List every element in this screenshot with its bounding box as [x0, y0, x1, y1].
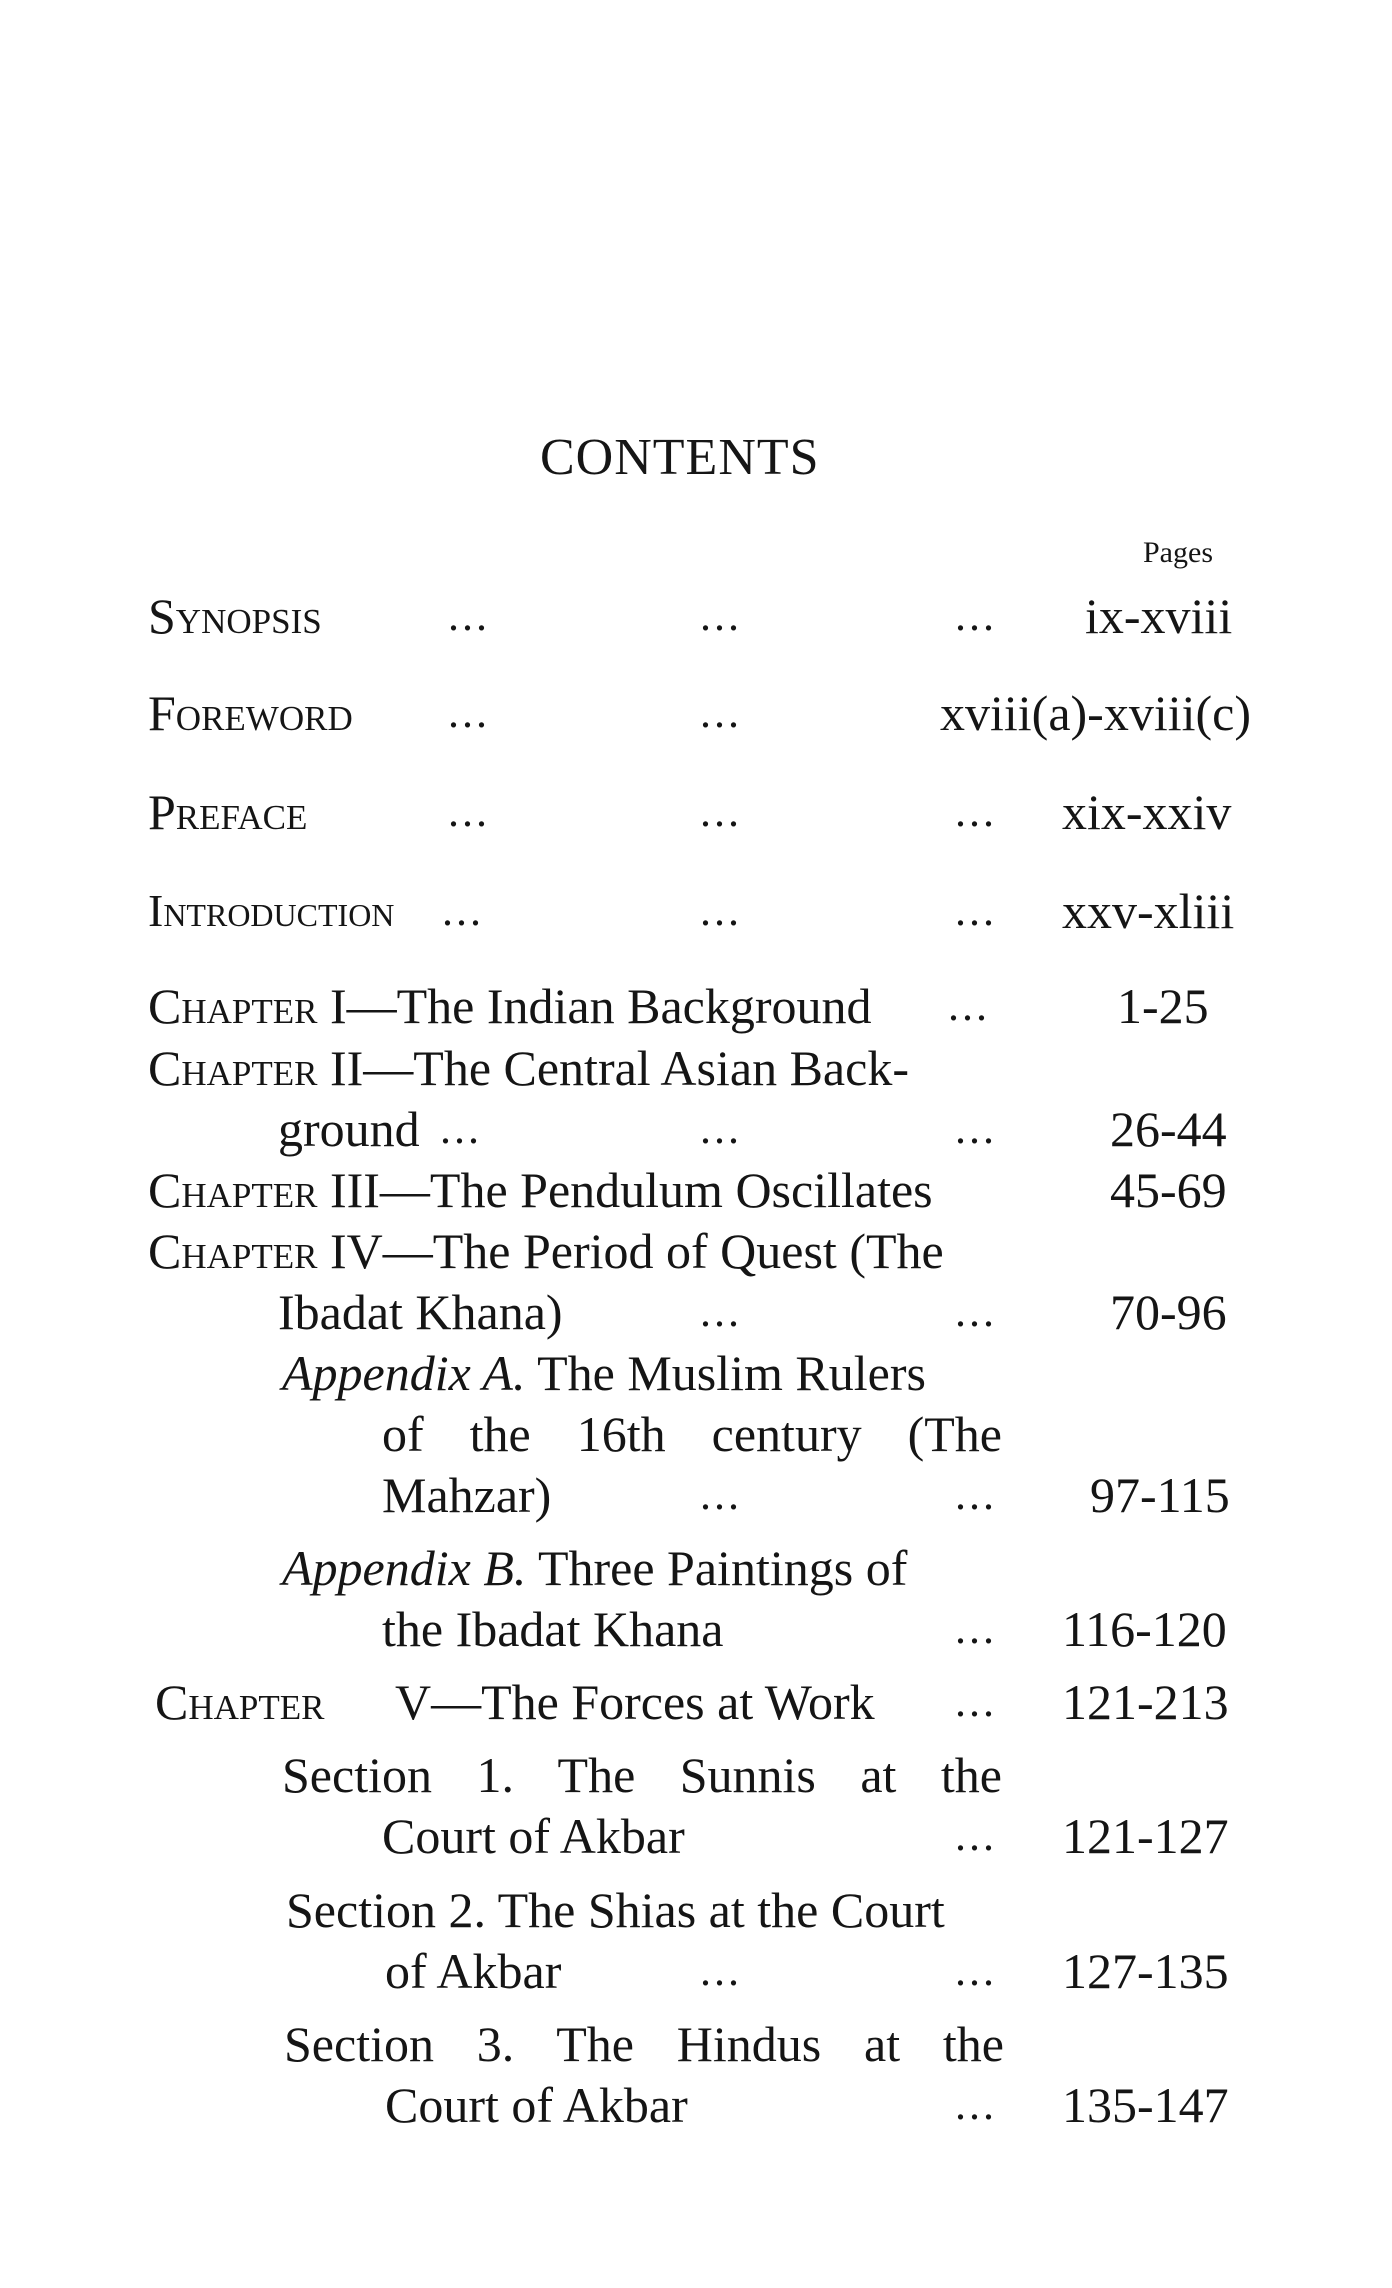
entry-chapter-4	[148, 1221, 944, 1281]
leader-dots: ...	[955, 591, 997, 640]
page-title: CONTENTS	[540, 429, 820, 486]
section-title-line-2: Court of Akbar	[382, 1808, 685, 1864]
leader-dots: ...	[955, 1677, 997, 1726]
appendix-title-line-3: Mahzar)	[382, 1467, 552, 1523]
leader-dots: ...	[448, 591, 490, 640]
entry-section-1-pages: 121-127	[1062, 1808, 1229, 1864]
entry-appendix-a	[282, 1343, 926, 1403]
appendix-title-line-1: Three Paintings of	[537, 1540, 908, 1596]
entry-chapter-3-pages: 45-69	[1110, 1162, 1227, 1218]
entry-introduction-pages: xxv-xliii	[1062, 883, 1235, 939]
entry-appendix-a-pages: 97-115	[1090, 1467, 1230, 1523]
chapter-title-line-2: ground	[278, 1101, 420, 1157]
entry-section-1	[282, 1745, 1002, 1805]
leader-dots: ...	[955, 1470, 997, 1519]
entry-foreword-title: Foreword	[148, 685, 353, 741]
chapter-title-line-1: IV—The Period of Quest (The	[329, 1223, 944, 1279]
chapter-title: I—The Indian Background	[329, 978, 872, 1034]
section-title-line-1: The Hindus at the	[556, 2016, 1004, 2072]
leader-dots: ...	[948, 981, 990, 1030]
leader-dots: ...	[955, 886, 997, 935]
chapter-title: V—The Forces at Work	[394, 1674, 875, 1730]
entry-chapter-2-pages: 26-44	[1110, 1101, 1227, 1157]
chapter-label: Chapter	[148, 1040, 318, 1096]
leader-dots: ...	[448, 787, 490, 836]
entry-chapter-2	[148, 1038, 909, 1098]
leader-dots: ...	[955, 1946, 997, 1995]
section-title-line-1: The Shias at the Court	[497, 1882, 945, 1938]
section-title-line-2: of Akbar	[385, 1943, 562, 1999]
chapter-label: Chapter	[148, 978, 318, 1034]
entry-section-3	[284, 2014, 1004, 2074]
entry-introduction-title: Introduction	[148, 885, 395, 936]
leader-dots: ...	[700, 1470, 742, 1519]
leader-dots: ...	[700, 1287, 742, 1336]
chapter-label: Chapter	[148, 1223, 318, 1279]
appendix-title-line-2: of the 16th century (The	[382, 1406, 1002, 1462]
chapter-label: Chapter	[155, 1674, 325, 1730]
entry-section-3-pages: 135-147	[1062, 2077, 1229, 2133]
leader-dots: ...	[442, 886, 484, 935]
leader-dots: ...	[955, 787, 997, 836]
entry-chapter-3	[148, 1160, 933, 1220]
entry-chapter-5-pages: 121-213	[1062, 1674, 1229, 1730]
chapter-title-line-2: Ibadat Khana)	[278, 1284, 563, 1340]
entry-appendix-b-pages: 116-120	[1062, 1601, 1227, 1657]
entry-chapter-1-pages: 1-25	[1117, 978, 1209, 1034]
leader-dots: ...	[700, 1104, 742, 1153]
pages-column-label: Pages	[1143, 536, 1213, 569]
entry-synopsis-title: Synopsis	[148, 588, 322, 644]
entry-chapter-4-pages: 70-96	[1110, 1284, 1227, 1340]
section-label: Section 2.	[286, 1882, 486, 1938]
entry-foreword-pages: xviii(a)-xviii(c)	[940, 685, 1251, 741]
chapter-title: III—The Pendulum Oscillates	[329, 1162, 933, 1218]
appendix-label: Appendix B.	[282, 1540, 527, 1596]
entry-synopsis-pages: ix-xviii	[1085, 588, 1233, 644]
appendix-label: Appendix A.	[282, 1345, 526, 1401]
leader-dots: ...	[700, 591, 742, 640]
entry-section-2-pages: 127-135	[1062, 1943, 1229, 1999]
leader-dots: ...	[700, 1946, 742, 1995]
chapter-label: Chapter	[148, 1162, 318, 1218]
section-title-line-2: Court of Akbar	[385, 2077, 688, 2133]
leader-dots: ...	[440, 1104, 482, 1153]
entry-preface-pages: xix-xxiv	[1062, 784, 1232, 840]
leader-dots: ...	[700, 886, 742, 935]
leader-dots: ...	[955, 2080, 997, 2129]
leader-dots: ...	[955, 1104, 997, 1153]
section-label: Section 3.	[284, 2016, 515, 2072]
entry-section-2	[286, 1880, 945, 1940]
entry-chapter-1	[148, 976, 872, 1036]
entry-chapter-5	[155, 1672, 875, 1732]
entry-preface-title: Preface	[148, 784, 308, 840]
entry-appendix-b	[282, 1538, 907, 1598]
chapter-title-line-1: II—The Central Asian Back-	[329, 1040, 909, 1096]
leader-dots: ...	[448, 688, 490, 737]
leader-dots: ...	[955, 1287, 997, 1336]
section-label: Section 1.	[282, 1747, 514, 1803]
section-title-line-1: The Sunnis at the	[557, 1747, 1002, 1803]
appendix-title-line-2: the Ibadat Khana	[382, 1601, 724, 1657]
appendix-title-line-1: The Muslim Rulers	[537, 1345, 926, 1401]
leader-dots: ...	[955, 1604, 997, 1653]
leader-dots: ...	[700, 688, 742, 737]
leader-dots: ...	[955, 1811, 997, 1860]
leader-dots: ...	[700, 787, 742, 836]
